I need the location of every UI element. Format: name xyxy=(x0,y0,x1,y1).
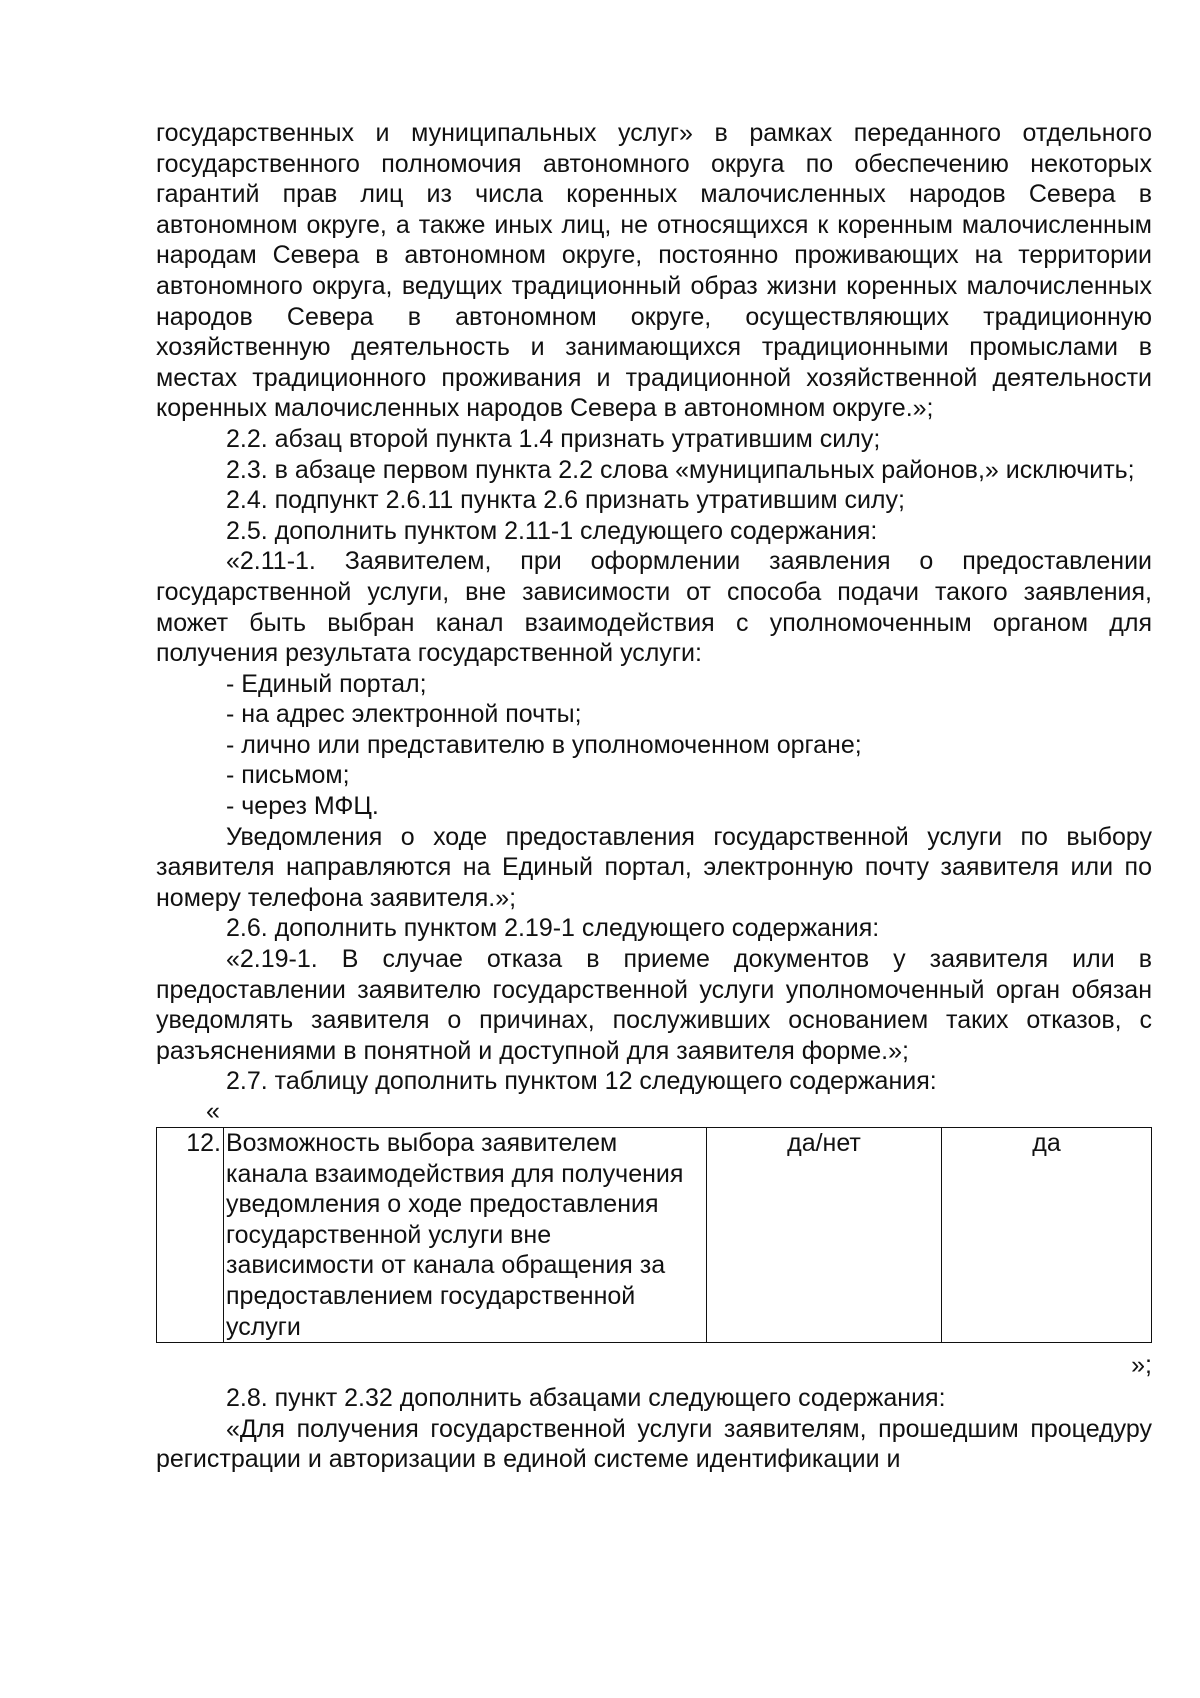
list-item-channel: - через МФЦ. xyxy=(226,792,379,821)
document-page xyxy=(156,118,1152,1475)
paragraph-item-2-4: 2.4. подпункт 2.6.11 пункта 2.6 признать утратившим силу; xyxy=(226,486,905,515)
list-item-channel: - лично или представителю в уполномоченном органе; xyxy=(226,730,862,759)
table-close-quote: »; xyxy=(1131,1351,1152,1380)
paragraph-item-2-8: 2.8. пункт 2.32 дополнить абзацами следующего содержания: xyxy=(226,1384,946,1413)
table-open-quote: « xyxy=(206,1097,220,1125)
paragraph-item-2-2: 2.2. абзац второй пункта 1.4 признать утратившим силу; xyxy=(226,424,881,453)
paragraph-clause-2-19-1: «2.19-1. В случае отказа в приеме документов у заявителя или в предоставлении заявителю государственной услуги уполномоченный орган обязан уведомлять заявителя о причинах, послуживших основанием таких отказов, с разъяснениями в понятной и доступной для заявителя форме.»; xyxy=(156,945,1152,1065)
paragraph-clause-2-32: «Для получения государственной услуги заявителям, прошедшим процедуру регистрации и авторизации в единой системе идентификации и xyxy=(156,1414,1152,1474)
table-row xyxy=(157,1128,1152,1343)
table-cell-value: да xyxy=(942,1128,1152,1343)
list-item-channel: - письмом; xyxy=(226,761,350,790)
paragraph-continuation: государственных и муниципальных услуг» в рамках переданного отдельного государственного полномочия автономного округа по обеспечению некоторых гарантий прав лиц из числа коренных малочисленных народов Севера в автономном округе, а также иных лиц, не относящихся к коренным малочисленным народам Севера в автономном округе, постоянно проживающих на территории автономного округа, ведущих традиционный образ жизни коренных малочисленных народов Севера в автономном округе, осуществляющих традиционную хозяйственную деятельность и занимающихся традиционными промыслами в местах традиционного проживания и традиционной хозяйственной деятельности коренных малочисленных народов Севера в автономном округе.»; xyxy=(156,119,1152,423)
paragraph-item-2-7: 2.7. таблицу дополнить пунктом 12 следующего содержания: xyxy=(226,1067,937,1096)
paragraph-notifications: Уведомления о ходе предоставления государственной услуги по выбору заявителя направляются на Единый портал, электронную почту заявителя или по номеру телефона заявителя.»; xyxy=(156,822,1152,912)
service-indicator-table xyxy=(156,1127,1152,1343)
table-cell-number: 12. xyxy=(157,1128,224,1343)
list-item-channel: - Единый портал; xyxy=(226,669,427,698)
paragraph-item-2-6: 2.6. дополнить пунктом 2.19-1 следующего содержания: xyxy=(226,914,880,943)
paragraph-item-2-3: 2.3. в абзаце первом пункта 2.2 слова «муниципальных районов,» исключить; xyxy=(226,455,1135,484)
paragraph-clause-2-11-1: «2.11-1. Заявителем, при оформлении заявления о предоставлении государственной услуги, вне зависимости от способа подачи такого заявления, может быть выбран канал взаимодействия с уполномоченным органом для получения результата государственной услуги: xyxy=(156,547,1152,668)
paragraph-item-2-5: 2.5. дополнить пунктом 2.11-1 следующего содержания: xyxy=(226,516,878,545)
table-cell-unit: да/нет xyxy=(707,1128,942,1343)
list-item-channel: - на адрес электронной почты; xyxy=(226,700,582,729)
table-cell-description: Возможность выбора заявителем канала взаимодействия для получения уведомления о ходе предоставления государственной услуги вне зависимости от канала обращения за предоставлением государственной услуги xyxy=(224,1128,707,1343)
